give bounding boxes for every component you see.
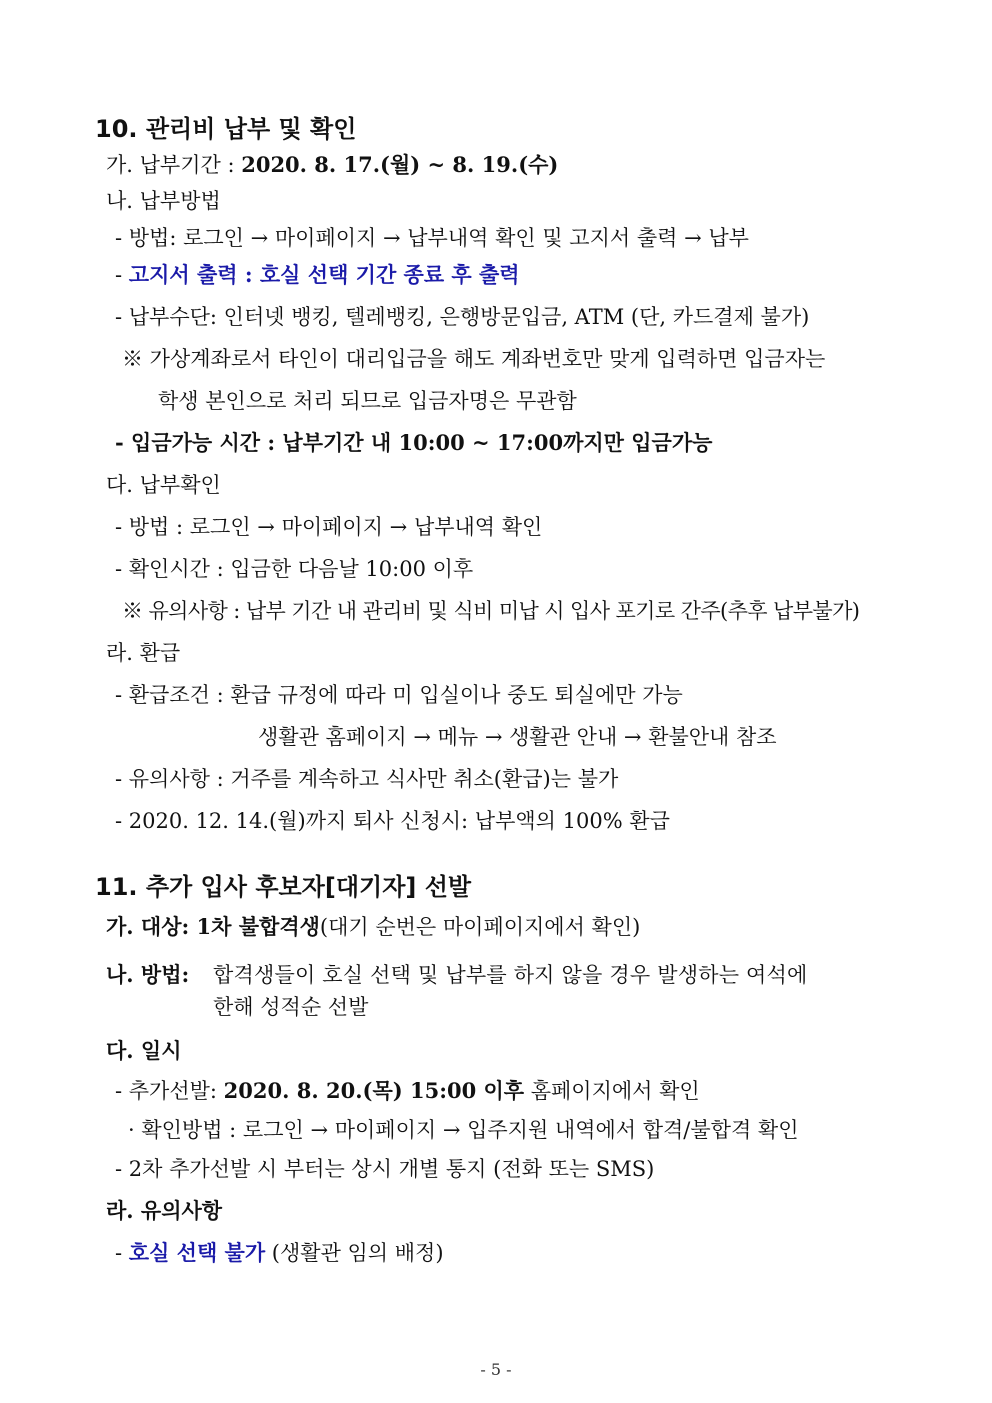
section-11-title: 11. 추가 입사 후보자[대기자] 선발 (95, 873, 472, 901)
selection-method-label: 나. 방법: (106, 962, 190, 987)
section-10-title: 10. 관리비 납부 및 확인 (95, 115, 357, 143)
payment-check-time: - 확인시간 : 입금한 다음날 10:00 이후 (115, 557, 474, 581)
additional-selection-note: 홈페이지에서 확인 (524, 1079, 700, 1103)
additional-selection-date: 2020. 8. 20.(목) 15:00 이후 (223, 1078, 525, 1103)
payment-method-steps: - 방법: 로그인 → 마이페이지 → 납부내역 확인 및 고지서 출력 → 납부 (115, 226, 749, 250)
payment-check-heading: 다. 납부확인 (106, 473, 221, 497)
additional-selection (115, 1078, 700, 1104)
payment-method-heading: 나. 납부방법 (106, 189, 221, 213)
selection-method-line-2: 한해 성적순 선발 (213, 995, 369, 1019)
schedule-heading: 다. 일시 (106, 1038, 182, 1063)
additional-selection-label: - 추가선발: (115, 1079, 224, 1103)
bill-print-dash: - (115, 263, 129, 287)
refund-deadline: - 2020. 12. 14.(월)까지 퇴사 신청시: 납부액의 100% 환급 (115, 809, 670, 833)
room-selection-caution (115, 1240, 444, 1266)
payment-caution: ※ 유의사항 : 납부 기간 내 관리비 및 식비 미납 시 입사 포기로 간주(추후 납부불가) (122, 599, 860, 623)
payment-period-value: 2020. 8. 17.(월) ~ 8. 19.(수) (241, 152, 559, 177)
payment-period-label: 가. 납부기간 : (106, 153, 242, 177)
payment-check-method: - 방법 : 로그인 → 마이페이지 → 납부내역 확인 (115, 515, 543, 539)
deposit-time: - 입금가능 시간 : 납부기간 내 10:00 ~ 17:00까지만 입금가능 (115, 430, 713, 455)
virtual-account-note-1: ※ 가상계좌로서 타인이 대리입금을 해도 계좌번호만 맞게 입력하면 입금자는 (122, 347, 826, 371)
payment-period (106, 152, 558, 178)
virtual-account-note-2: 학생 본인으로 처리 되므로 입금자명은 무관함 (158, 389, 577, 413)
bill-print-text: 고지서 출력 : 호실 선택 기간 종료 후 출력 (128, 262, 520, 287)
refund-heading: 라. 환급 (106, 641, 181, 665)
selection-method-line-1: 합격생들이 호실 선택 및 납부를 하지 않을 경우 발생하는 여석에 (213, 963, 808, 987)
bill-print-notice (115, 262, 520, 288)
refund-reference: 생활관 홈페이지 → 메뉴 → 생활관 안내 → 환불안내 참조 (258, 725, 777, 749)
second-selection: - 2차 추가선발 시 부터는 상시 개별 통지 (전화 또는 SMS) (115, 1157, 655, 1181)
check-method: · 확인방법 : 로그인 → 마이페이지 → 입주지원 내역에서 합격/불합격 확인 (128, 1118, 799, 1142)
refund-caution: - 유의사항 : 거주를 계속하고 식사만 취소(환급)는 불가 (115, 767, 619, 791)
target-note: (대기 순번은 마이페이지에서 확인) (319, 915, 641, 939)
page-number: - 5 - (480, 1360, 512, 1379)
refund-condition: - 환급조건 : 환급 규정에 따라 미 입실이나 중도 퇴실에만 가능 (115, 683, 683, 707)
room-caution-blue: 호실 선택 불가 (128, 1240, 266, 1265)
target-label: 가. 대상: 1차 불합격생 (106, 914, 320, 939)
room-caution-dash: - (115, 1241, 129, 1265)
target-line (106, 914, 640, 940)
cautions-heading: 라. 유의사항 (106, 1198, 223, 1223)
payment-means: - 납부수단: 인터넷 뱅킹, 텔레뱅킹, 은행방문입금, ATM (단, 카드결제 불가) (115, 305, 810, 329)
room-caution-note: (생활관 임의 배정) (265, 1241, 444, 1265)
